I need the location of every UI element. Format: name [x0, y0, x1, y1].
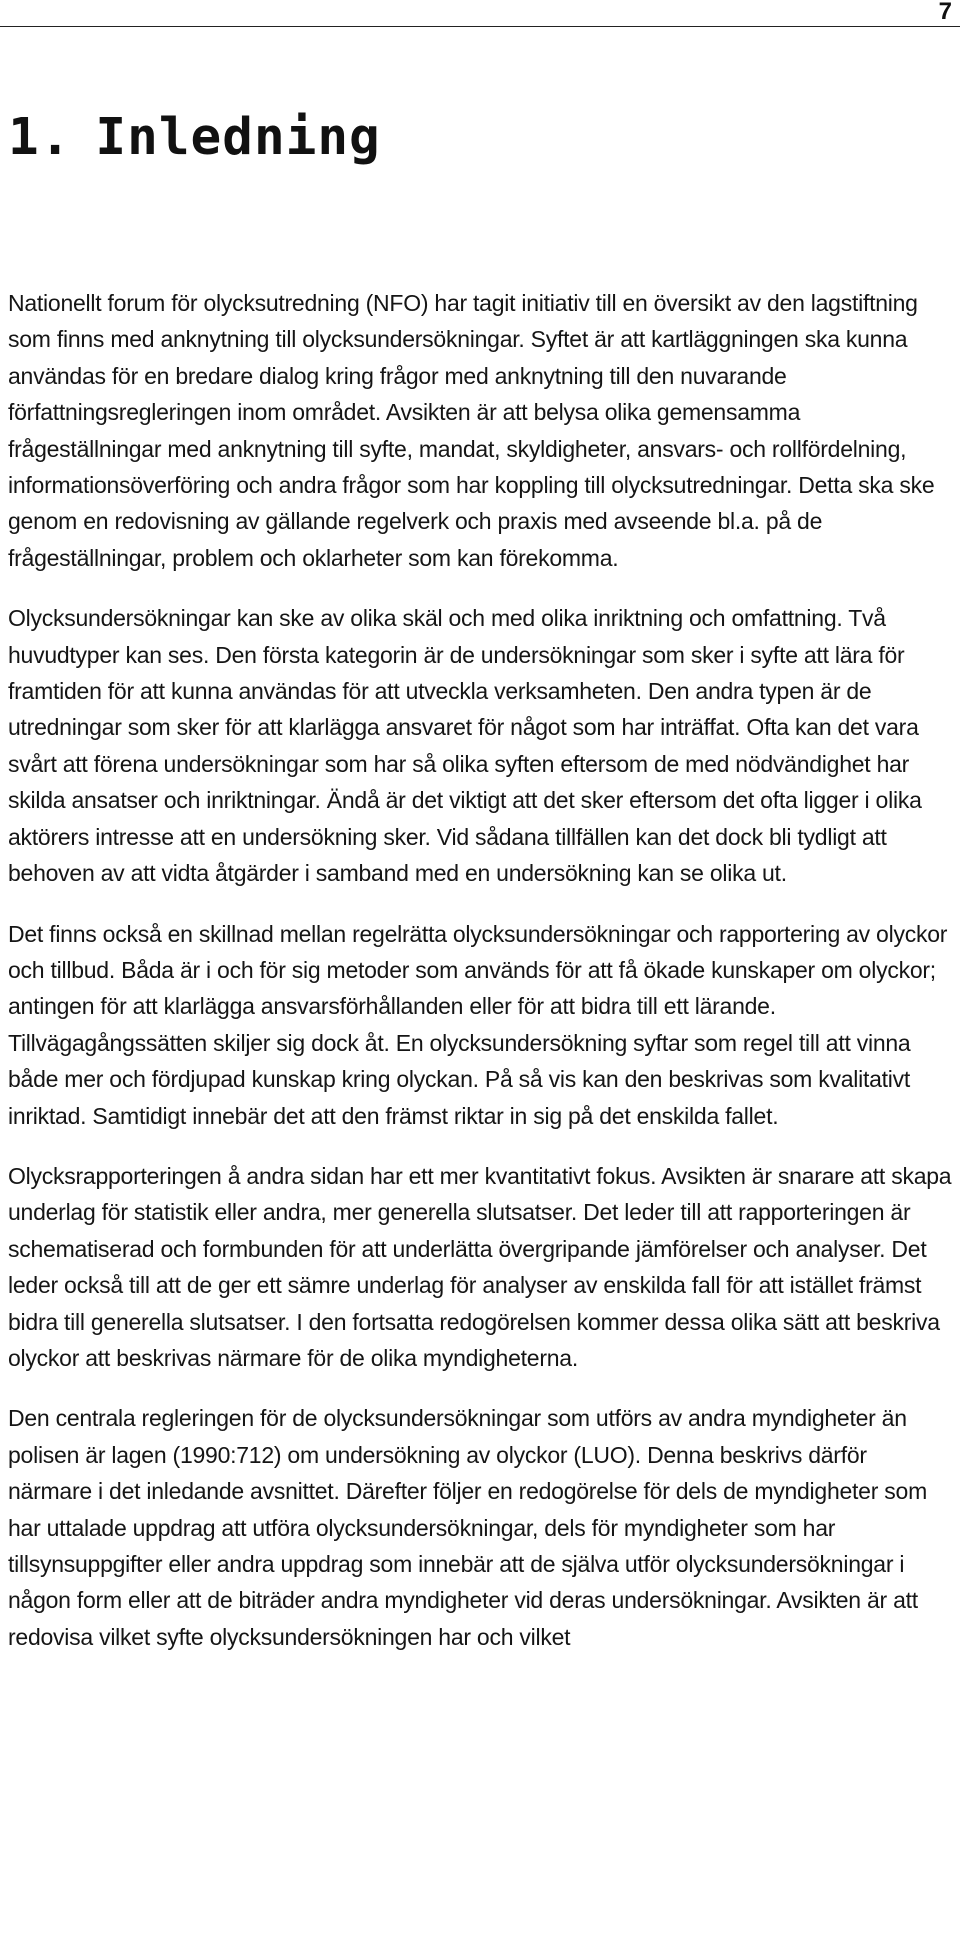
chapter-title [8, 108, 381, 168]
page-header [0, 0, 960, 32]
page-number: 7 [938, 0, 952, 25]
paragraph: Den centrala regleringen för de olycksundersökningar som utförs av andra myndigheter än polisen är lagen (1990:712) om undersökning av olyckor (LUO). Denna beskrivs därför närmare i det inledande avsnittet. Därefter följer en redogörelse för dels de myndigheter som har uttalade uppdrag att utföra olycksundersökningar, dels för myndigheter som har tillsynsuppgifter eller andra uppdrag som innebär att de själva utför olycksundersökningar i någon form eller att de biträder andra myndigheter vid deras undersökningar. Avsikten är att redovisa vilket syfte olycksundersökningen har och vilket [8, 1405, 927, 1650]
chapter-number: 1. [8, 108, 72, 167]
header-rule [0, 26, 960, 27]
paragraph: Det finns också en skillnad mellan regelrätta olycksundersökningar och rapportering av olyckor och tillbud. Båda är i och för sig metoder som används för att få ökade kunskaper om olyckor; antingen för att klarlägga ansvarsförhållanden eller för att bidra till ett lärande. Tillvägagångssätten skiljer sig dock åt. En olycksundersökning syftar som regel till att vinna både mer och fördjupad kunskap kring olyckan. På så vis kan den beskrivas som kvalitativt inriktad. Samtidigt innebär det att den främst riktar in sig på det enskilda fallet. [8, 920, 948, 1129]
paragraph: Nationellt forum för olycksutredning (NFO) har tagit initiativ till en översikt av den lagstiftning som finns med anknytning till olycksundersökningar. Syftet är att kartläggningen ska kunna användas för en bredare dialog kring frågor med anknytning till den nuvarande författningsregleringen inom området. Avsikten är att belysa olika gemensamma frågeställningar med anknytning till syfte, mandat, skyldigheter, ansvars- och rollfördelning, informationsöverföring och andra frågor som har koppling till olycksutredningar. Detta ska ske genom en redovisning av gällande regelverk och praxis med avseende bl.a. på de frågeställningar, problem och oklarheter som kan förekomma. [8, 290, 935, 571]
paragraph: Olycksundersökningar kan ske av olika skäl och med olika inriktning och omfattning. Två huvudtyper kan ses. Den första kategorin är de undersökningar som sker i syfte att lära för framtiden för att kunna användas för att utveckla verksamheten. Den andra typen är de utredningar som sker för att klarlägga ansvaret för något som har inträffat. Ofta kan det vara svårt att förena undersökningar som har så olika syften eftersom de med nödvändighet har skilda ansatser och inriktningar. Ändå är det viktigt att det sker eftersom det ofta ligger i olika aktörers intresse att en undersökning sker. Vid sådana tillfällen kan det dock bli tydligt att behoven av att vidta åtgärder i samband med en undersökning kan se olika ut. [8, 605, 922, 887]
chapter-title-text: Inledning [95, 108, 381, 167]
body-text [8, 285, 956, 1679]
paragraph: Olycksrapporteringen å andra sidan har ett mer kvantitativt fokus. Avsikten är snarare att skapa underlag för statistik eller andra, mer generella slutsatser. Det leder till att rapporteringen är schematiserad och formbunden för att underlätta övergripande jämförelser och analyser. Det leder också till att de ger ett sämre underlag för analyser av enskilda fall för att istället främst bidra till generella slutsatser. I den fortsatta redogörelsen kommer dessa olika sätt att beskriva olyckor att beskrivas närmare för de olika myndigheterna. [8, 1162, 952, 1371]
